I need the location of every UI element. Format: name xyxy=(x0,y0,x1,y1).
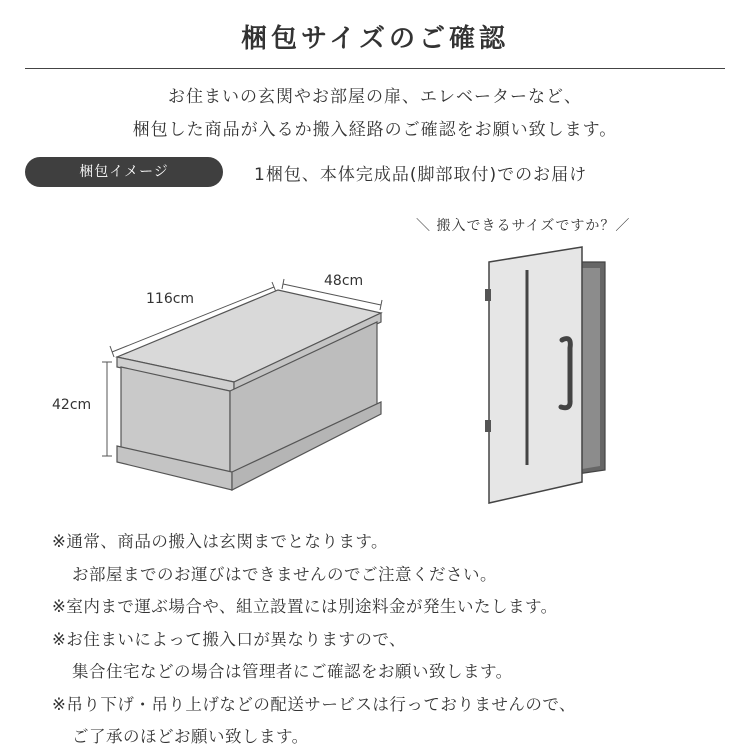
notes xyxy=(52,526,576,754)
depth-label: 48cm xyxy=(324,273,364,289)
height-label: 42cm xyxy=(52,397,92,413)
door-caption: ＼ 搬入できるサイズですか？／ xyxy=(416,218,631,234)
note-line: ※お住まいによって搬入口が異なりますので、 xyxy=(52,629,406,649)
hinge-top-icon xyxy=(485,289,491,301)
note-line: ※室内まで運ぶ場合や、組立設置には別途料金が発生いたします。 xyxy=(52,597,558,616)
door-illustration xyxy=(485,247,605,503)
hinge-bottom-icon xyxy=(485,420,491,432)
note-line: お部屋までのお運びはできませんのでご注意ください。 xyxy=(72,564,497,584)
package-image-badge: 梱包イメージ xyxy=(25,157,223,187)
note-line: ※通常、商品の搬入は玄関までとなります。 xyxy=(52,532,389,551)
box-illustration xyxy=(102,279,382,490)
note-line: 集合住宅などの場合は管理者にご確認をお願い致します。 xyxy=(72,662,513,681)
note-line: ※吊り下げ・吊り上げなどの配送サービスは行っておりませんので、 xyxy=(52,694,576,714)
intro-line-2: 梱包した商品が入るか搬入経路のご確認をお願い致します。 xyxy=(132,120,618,140)
note-line: ご了承のほどお願い致します。 xyxy=(72,727,309,746)
intro-line-1: お住まいの玄関やお部屋の扉、エレベーターなど、 xyxy=(168,87,582,107)
width-label: 116cm xyxy=(146,291,195,307)
page-title: 梱包サイズのご確認 xyxy=(241,24,509,54)
package-description: 1梱包、本体完成品(脚部取付)でのお届け xyxy=(254,165,588,185)
